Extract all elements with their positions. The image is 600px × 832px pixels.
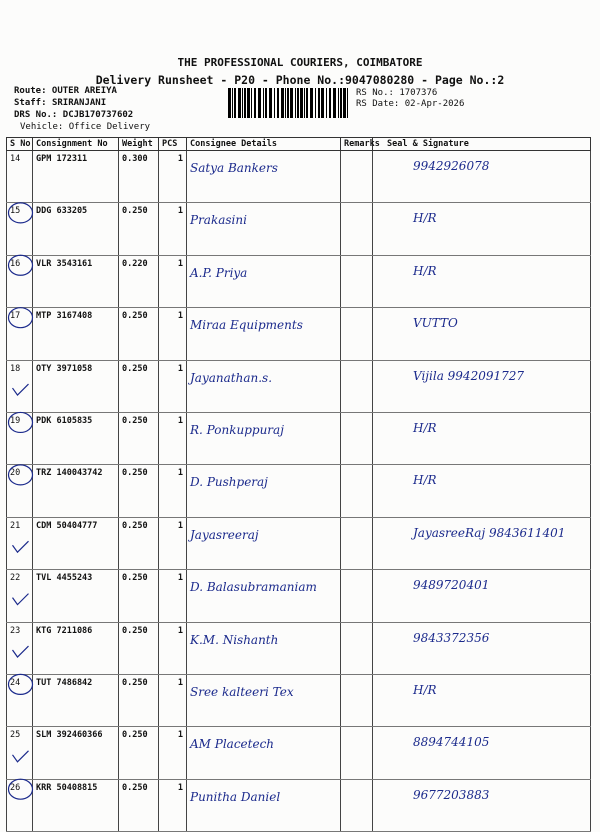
pcs-cell: 1	[159, 570, 187, 622]
sno-cell: 22	[7, 570, 33, 622]
sno-cell: 17	[7, 308, 33, 360]
rs-date: RS Date: 02-Apr-2026	[356, 99, 465, 109]
consignment-cell: SLM 392460366	[33, 727, 119, 779]
col-pcs: PCS	[159, 138, 187, 151]
weight-cell: 0.250	[119, 779, 159, 831]
weight-cell: 0.300	[119, 151, 159, 203]
pcs-cell: 1	[159, 360, 187, 412]
signature-cell: H/R	[373, 255, 591, 307]
circle-mark	[9, 308, 33, 328]
weight-cell: 0.250	[119, 727, 159, 779]
circle-mark	[9, 779, 33, 799]
consignee-cell: A.P. Priya	[187, 255, 341, 307]
consignment-cell: KRR 50408815	[33, 779, 119, 831]
signature-cell: Vijila 9942091727	[373, 360, 591, 412]
signature-cell: H/R	[373, 465, 591, 517]
consignee-cell: R. Ponkuppuraj	[187, 412, 341, 464]
circle-mark	[9, 465, 33, 485]
weight-cell: 0.250	[119, 360, 159, 412]
weight-cell: 0.250	[119, 517, 159, 569]
tick-mark	[13, 646, 29, 657]
signature-cell: H/R	[373, 412, 591, 464]
pcs-cell: 1	[159, 622, 187, 674]
circle-mark	[9, 203, 33, 223]
pcs-cell: 1	[159, 465, 187, 517]
pcs-cell: 1	[159, 203, 187, 255]
circle-mark	[9, 412, 33, 432]
consignment-cell: TRZ 140043742	[33, 465, 119, 517]
consignment-cell: TVL 4455243	[33, 570, 119, 622]
consignee-cell: AM Placetech	[187, 727, 341, 779]
sno-cell: 24	[7, 674, 33, 726]
consignee-cell: Jayasreeraj	[187, 517, 341, 569]
sno-cell: 18	[7, 360, 33, 412]
signature-cell: 8894744105	[373, 727, 591, 779]
consignee-cell: Sree kalteeri Tex	[187, 674, 341, 726]
consignment-cell: DDG 633205	[33, 203, 119, 255]
consignee-cell: Satya Bankers	[187, 151, 341, 203]
sno-cell: 15	[7, 203, 33, 255]
vehicle-label: Vehicle: Office Delivery	[20, 122, 151, 132]
consignment-cell: CDM 50404777	[33, 517, 119, 569]
col-sno: S No	[7, 138, 33, 151]
consignment-cell: VLR 3543161	[33, 255, 119, 307]
consignment-cell: MTP 3167408	[33, 308, 119, 360]
consignee-cell: K.M. Nishanth	[187, 622, 341, 674]
col-weight: Weight	[119, 138, 159, 151]
tick-mark	[13, 594, 29, 605]
sno-cell: 20	[7, 465, 33, 517]
tick-mark	[13, 541, 29, 552]
pcs-cell: 1	[159, 674, 187, 726]
circle-mark	[9, 674, 33, 694]
pcs-cell: 1	[159, 727, 187, 779]
pcs-cell: 1	[159, 255, 187, 307]
weight-cell: 0.250	[119, 674, 159, 726]
weight-cell: 0.250	[119, 465, 159, 517]
runsheet-subtitle: Delivery Runsheet - P20 - Phone No.:9047080280 - Page No.:2	[95, 73, 505, 87]
consignee-cell: D. Balasubramaniam	[187, 570, 341, 622]
sno-cell: 16	[7, 255, 33, 307]
consignee-cell: Prakasini	[187, 203, 341, 255]
route-label: Route: OUTER AREIYA	[14, 86, 117, 96]
weight-cell: 0.250	[119, 622, 159, 674]
consignee-cell: D. Pushperaj	[187, 465, 341, 517]
pcs-cell: 1	[159, 779, 187, 831]
tick-mark	[13, 384, 29, 395]
pcs-cell: 1	[159, 412, 187, 464]
signature-cell: H/R	[373, 203, 591, 255]
signature-cell: 9843372356	[373, 622, 591, 674]
signature-cell: 9489720401	[373, 570, 591, 622]
weight-cell: 0.250	[119, 412, 159, 464]
consignment-cell: KTG 7211086	[33, 622, 119, 674]
consignee-cell: Jayanathan.s.	[187, 360, 341, 412]
weight-cell: 0.250	[119, 308, 159, 360]
company-title: THE PROFESSIONAL COURIERS, COIMBATORE	[177, 56, 423, 69]
weight-cell: 0.220	[119, 255, 159, 307]
staff-label: Staff:	[14, 98, 47, 108]
signature-cell: VUTTO	[373, 308, 591, 360]
drs-number: DCJB170737602	[62, 110, 134, 120]
sno-cell: 26	[7, 779, 33, 831]
weight-cell: 0.250	[119, 203, 159, 255]
sno-cell: 19	[7, 412, 33, 464]
circle-mark	[9, 255, 33, 275]
consignment-cell: OTY 3971058	[33, 360, 119, 412]
col-remarks: Remarks	[341, 138, 373, 151]
pcs-cell: 1	[159, 151, 187, 203]
sno-cell: 21	[7, 517, 33, 569]
sno-cell: 25	[7, 727, 33, 779]
drs-label: DRS No.:	[14, 110, 58, 120]
sno-cell: 23	[7, 622, 33, 674]
pcs-cell: 1	[159, 308, 187, 360]
signature-cell: H/R	[373, 674, 591, 726]
signature-cell: 9942926078	[373, 151, 591, 203]
consignment-cell: PDK 6105835	[33, 412, 119, 464]
col-consignee: Consignee Details	[187, 138, 341, 151]
col-signature: Seal & Signature	[373, 138, 591, 151]
signature-cell: JayasreeRaj 9843611401	[373, 517, 591, 569]
weight-cell: 0.250	[119, 570, 159, 622]
staff-name: SRIRANJANI	[51, 98, 107, 108]
consignment-cell: GPM 172311	[33, 151, 119, 203]
pcs-cell: 1	[159, 517, 187, 569]
col-consignment: Consignment No	[33, 138, 119, 151]
tick-mark	[13, 751, 29, 762]
consignee-cell: Miraa Equipments	[187, 308, 341, 360]
consignee-cell: Punitha Daniel	[187, 779, 341, 831]
rs-number: RS No.: 1707376	[356, 88, 438, 98]
consignment-cell: TUT 7486842	[33, 674, 119, 726]
sno-cell: 14	[7, 151, 33, 203]
signature-cell: 9677203883	[373, 779, 591, 831]
